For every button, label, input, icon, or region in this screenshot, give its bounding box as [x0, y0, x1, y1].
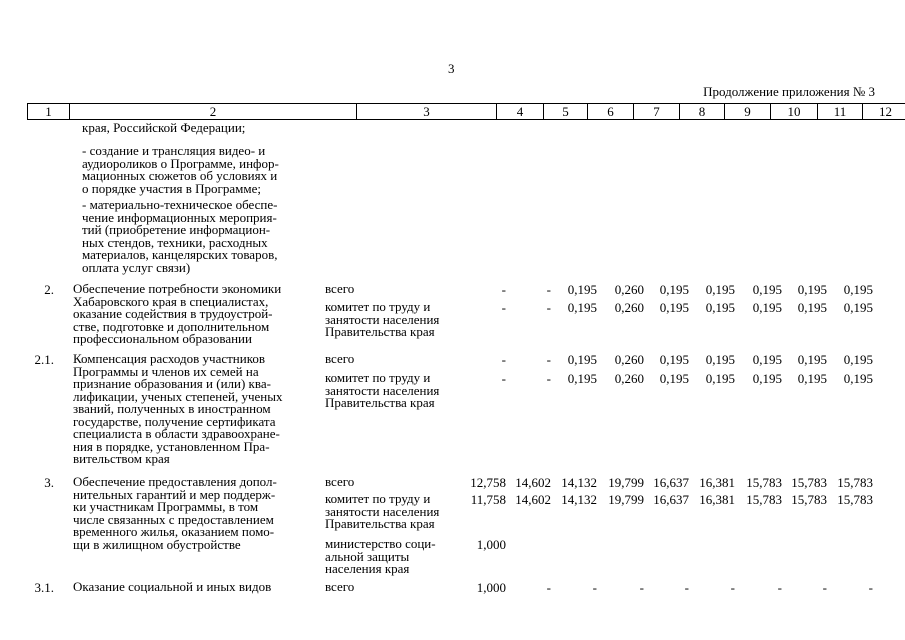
table-cell-value: 0,195 [752, 282, 782, 297]
table-cell-value: 14,602 [515, 475, 551, 490]
header-cell: 2 [70, 104, 357, 120]
table-cell-value: 14,602 [515, 492, 551, 507]
table-cell-value: 0,260 [614, 300, 644, 315]
table-cell-value: 19,799 [608, 475, 644, 490]
row-name: Обеспечение предоставления допол- нительных гарантий и мер поддерж- ки участникам Программы, в том числе связанных с предоставлением временного жилья, оказанием помо- щи в жилищном обустройстве [73, 474, 277, 552]
table-cell-value: 0,195 [752, 300, 782, 315]
table-cell-value: 0,195 [659, 352, 689, 367]
continued-text: - создание и трансляция видео- и аудиороликов о Программе, инфор- мационных сюжетов об условиях и о порядке участия в Программе; [82, 143, 279, 196]
row-name: Обеспечение потребности экономики Хабаровского края в специалистах, оказание содействия в трудоустрой- стве, подготовке и дополнительном профессиональном образовании [73, 281, 282, 346]
continuation-label: Продолжение приложения № 3 [703, 84, 875, 99]
table-cell-value: 0,195 [567, 300, 597, 315]
header-cell: 5 [544, 104, 588, 120]
header-cell: 7 [634, 104, 680, 120]
table-cell-value: - [639, 580, 644, 595]
executor-label: всего [325, 579, 355, 594]
executor-label: всего [325, 281, 355, 296]
table-cell-value: 0,260 [614, 282, 644, 297]
header-cell: 9 [725, 104, 771, 120]
table-cell-value: 15,783 [837, 492, 873, 507]
table-cell-value: - [546, 282, 551, 297]
table-cell-value: - [501, 300, 506, 315]
header-cell: 8 [680, 104, 725, 120]
table-cell-value: - [546, 352, 551, 367]
table-cell-value: 0,195 [659, 282, 689, 297]
table-cell-value: 14,132 [561, 475, 597, 490]
table-cell-value: 0,195 [797, 371, 827, 386]
table-cell-value: 0,195 [705, 352, 735, 367]
table-cell-value: 0,195 [705, 300, 735, 315]
header-cell: 4 [497, 104, 544, 120]
row-number: 3.1. [34, 580, 54, 595]
table-cell-value: 0,195 [797, 352, 827, 367]
table-cell-value: 0,195 [705, 282, 735, 297]
executor-label: комитет по труду и занятости населения Правительства края [325, 491, 440, 531]
table-cell-value: 0,195 [567, 282, 597, 297]
table-cell-value: 0,195 [843, 352, 873, 367]
table-cell-value: - [546, 580, 551, 595]
table-cell-value: - [730, 580, 735, 595]
table-cell-value: 0,195 [797, 300, 827, 315]
executor-label: министерство соци- альной защиты населения края [325, 536, 436, 576]
table-cell-value: 0,260 [614, 371, 644, 386]
table-cell-value: 12,758 [470, 475, 506, 490]
table-cell-value: - [868, 580, 873, 595]
header-table [27, 103, 905, 120]
table-cell-value: 0,260 [614, 352, 644, 367]
row-number: 3. [44, 475, 54, 490]
table-cell-value: 0,195 [659, 300, 689, 315]
table-cell-value: 15,783 [791, 492, 827, 507]
table-cell-value: 14,132 [561, 492, 597, 507]
page-number: 3 [448, 61, 455, 76]
header-cell: 6 [588, 104, 634, 120]
table-cell-value: - [546, 371, 551, 386]
table-cell-value: 16,381 [699, 492, 735, 507]
executor-label: комитет по труду и занятости населения Правительства края [325, 370, 440, 410]
row-name: Оказание социальной и иных видов [73, 579, 272, 594]
table-cell-value: - [777, 580, 782, 595]
table-cell-value: 0,195 [705, 371, 735, 386]
table-cell-value: 15,783 [746, 475, 782, 490]
table-cell-value: 19,799 [608, 492, 644, 507]
table-cell-value: 0,195 [843, 300, 873, 315]
header-cell: 12 [863, 104, 905, 120]
header-cell: 10 [771, 104, 818, 120]
executor-label: всего [325, 351, 355, 366]
row-number: 2. [44, 282, 54, 297]
header-cell: 3 [357, 104, 497, 120]
row-name: Компенсация расходов участников Программы и членов их семей на признание образования и (или) ква- лификации, ученых степеней, ученых званий, полученных в иностранном государстве, получение сертификата специалиста в области здравоохране- ния в порядке, установленном Пра- вительством края [73, 351, 283, 466]
continued-text: края, Российской Федерации; [82, 120, 246, 135]
header-cell: 1 [28, 104, 70, 120]
table-cell-value: 15,783 [791, 475, 827, 490]
table-cell-value: 1,000 [476, 537, 506, 552]
table-cell-value: 0,195 [797, 282, 827, 297]
table-cell-value: 11,758 [470, 492, 506, 507]
row-number: 2.1. [34, 352, 54, 367]
table-cell-value: 0,195 [843, 371, 873, 386]
table-cell-value: - [684, 580, 689, 595]
table-cell-value: 16,381 [699, 475, 735, 490]
table-cell-value: 0,195 [843, 282, 873, 297]
table-cell-value: 16,637 [653, 475, 689, 490]
table-cell-value: - [822, 580, 827, 595]
table-cell-value: 15,783 [746, 492, 782, 507]
table-cell-value: 0,195 [752, 371, 782, 386]
table-cell-value: 0,195 [752, 352, 782, 367]
table-cell-value: - [592, 580, 597, 595]
table-cell-value: 0,195 [567, 371, 597, 386]
table-cell-value: - [501, 282, 506, 297]
header-cell: 11 [818, 104, 863, 120]
executor-label: комитет по труду и занятости населения Правительства края [325, 299, 440, 339]
table-cell-value: - [501, 352, 506, 367]
table-cell-value: 0,195 [567, 352, 597, 367]
executor-label: всего [325, 474, 355, 489]
table-cell-value: - [546, 300, 551, 315]
table-cell-value: - [501, 371, 506, 386]
table-cell-value: 0,195 [659, 371, 689, 386]
table-cell-value: 1,000 [476, 580, 506, 595]
table-cell-value: 15,783 [837, 475, 873, 490]
table-cell-value: 16,637 [653, 492, 689, 507]
continued-text: - материально-техническое обеспе- чение информационных мероприя- тий (приобретение информацион- ных стендов, техники, расходных материалов, канцелярских товаров, оплата услуг связи) [82, 197, 278, 275]
